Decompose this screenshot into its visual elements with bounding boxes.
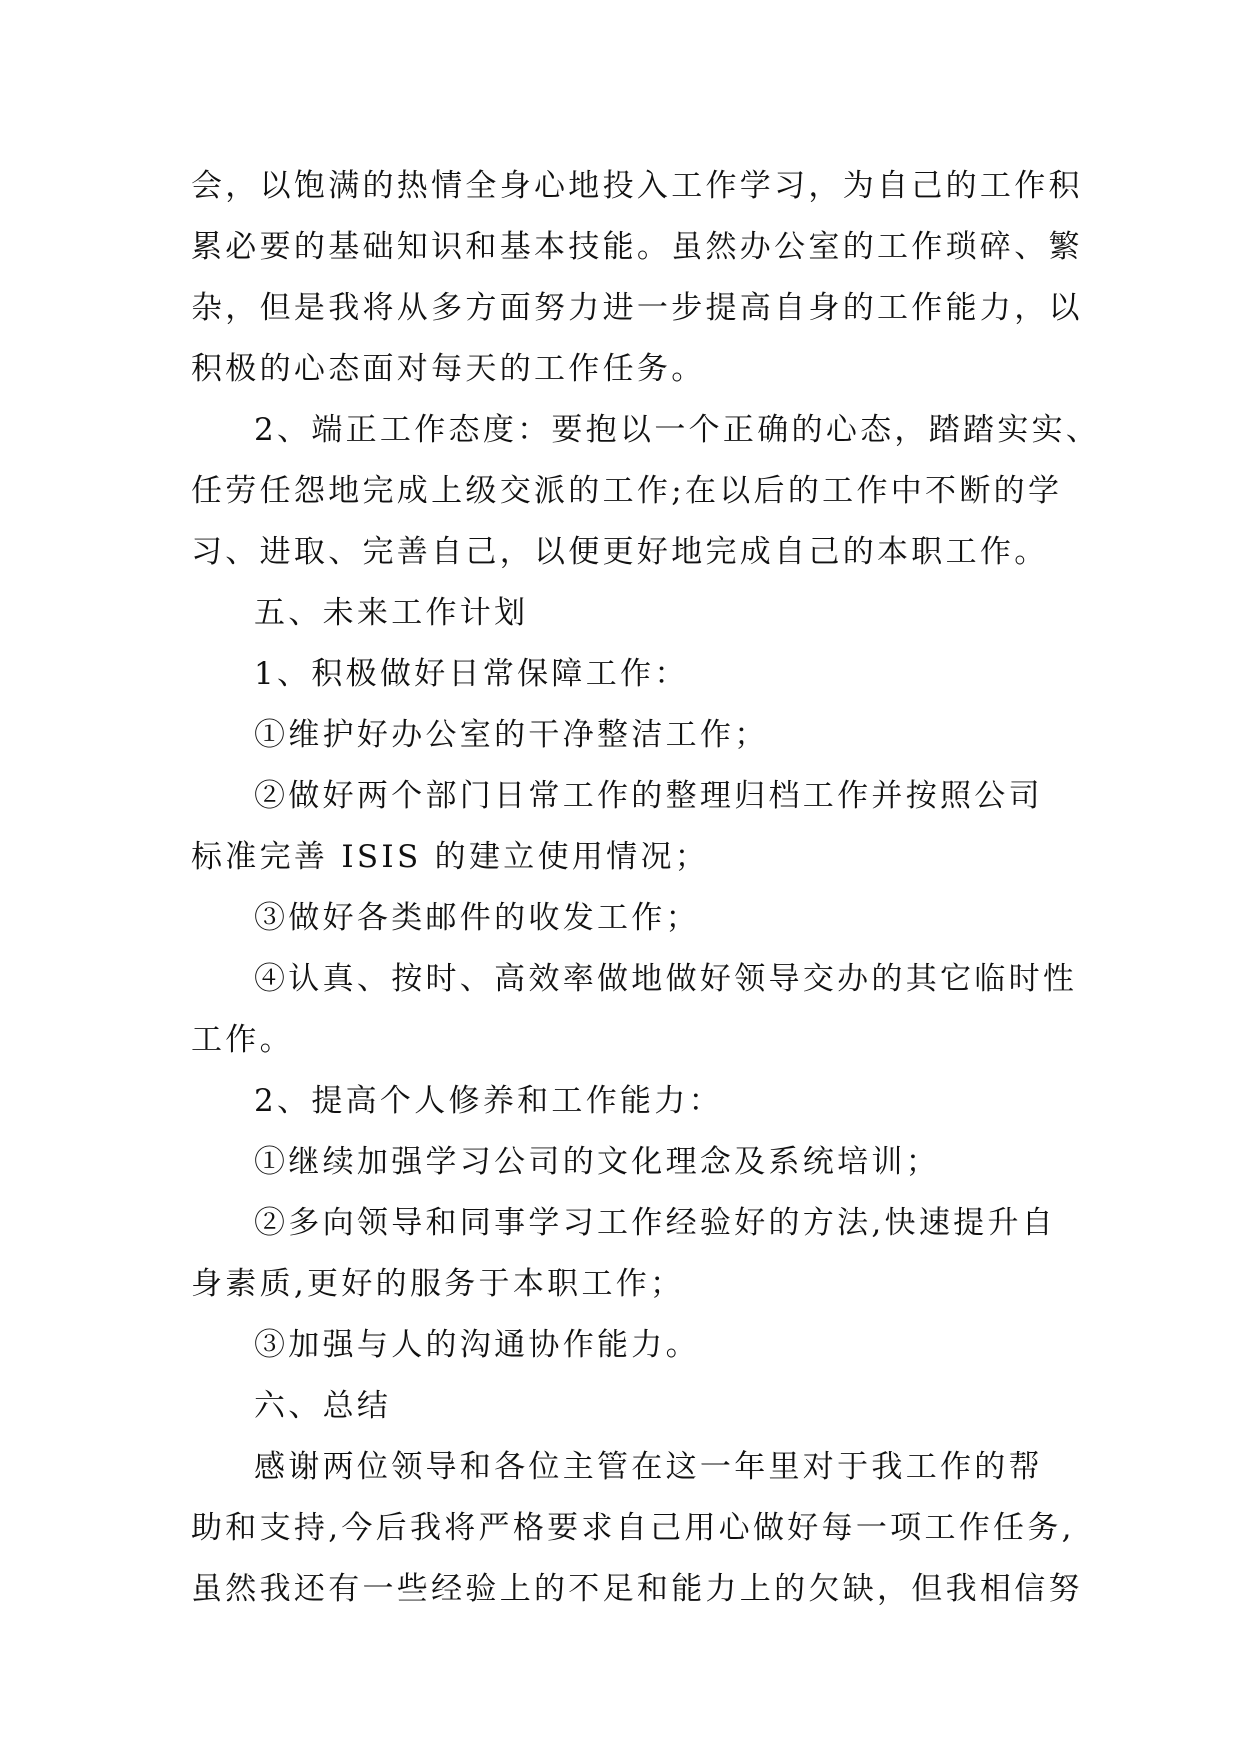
list-item: ②多向领导和同事学习工作经验好的方法,快速提升自 [254, 1205, 1057, 1241]
paragraph-line: 杂，但是我将从多方面努力进一步提高自身的工作能力，以 [191, 290, 1083, 326]
list-item: ④认真、按时、高效率做地做好领导交办的其它临时性 [254, 961, 1078, 997]
paragraph-line: 任劳任怨地完成上级交派的工作;在以后的工作中不断的学 [191, 473, 1063, 509]
list-heading: 2、提高个人修养和工作能力： [254, 1083, 723, 1119]
section-heading: 六、总结 [254, 1388, 392, 1424]
section-heading: 五、未来工作计划 [254, 595, 529, 631]
paragraph-line: 感谢两位领导和各位主管在这一年里对于我工作的帮 [254, 1449, 1043, 1485]
paragraph-line: 助和支持,今后我将严格要求自己用心做好每一项工作任务, [191, 1510, 1075, 1546]
list-item: ③加强与人的沟通协作能力。 [254, 1327, 700, 1363]
paragraph-line: 身素质,更好的服务于本职工作； [191, 1266, 685, 1302]
list-item: ①继续加强学习公司的文化理念及系统培训； [254, 1144, 940, 1180]
list-item: ①维护好办公室的干净整洁工作； [254, 717, 769, 753]
paragraph-line: 会，以饱满的热情全身心地投入工作学习，为自己的工作积 [191, 168, 1083, 204]
paragraph-line: 累必要的基础知识和基本技能。虽然办公室的工作琐碎、繁 [191, 229, 1083, 265]
list-item: ③做好各类邮件的收发工作； [254, 900, 700, 936]
paragraph-line: 习、进取、完善自己，以便更好地完成自己的本职工作。 [191, 534, 1049, 570]
paragraph-line: 虽然我还有一些经验上的不足和能力上的欠缺，但我相信努 [191, 1571, 1083, 1607]
list-heading: 1、积极做好日常保障工作： [254, 656, 689, 692]
paragraph-line: 工作。 [191, 1022, 294, 1058]
paragraph-line: 积极的心态面对每天的工作任务。 [191, 351, 706, 387]
list-item: ②做好两个部门日常工作的整理归档工作并按照公司 [254, 778, 1043, 814]
paragraph-line: 标准完善 ISIS 的建立使用情况； [191, 839, 710, 875]
paragraph-line: 2、端正工作态度：要抱以一个正确的心态，踏踏实实、 [254, 412, 1101, 448]
